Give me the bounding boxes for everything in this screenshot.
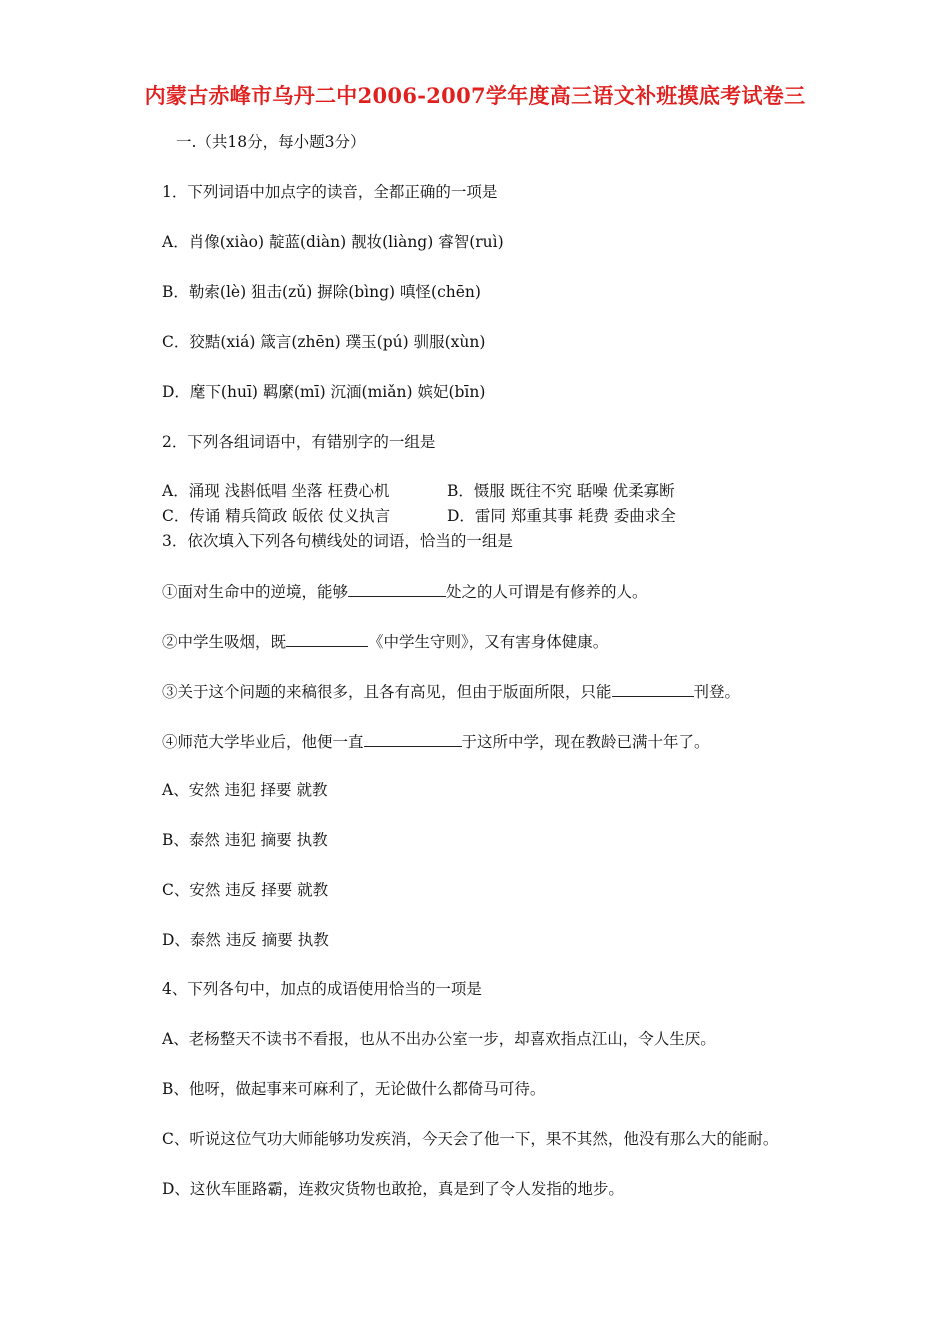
section-header: 一.（共18分，每小题3分） <box>176 133 366 151</box>
q3-s1-pre: ①面对生命中的逆境，能够 <box>162 583 349 601</box>
q2-stem: 2．下列各组词语中，有错别字的一组是 <box>162 433 436 451</box>
q3-s1-post: 处之的人可谓是有修养的人。 <box>446 583 648 601</box>
q3-sentence-2 <box>162 631 608 652</box>
q3-option-b: B、泰然 违犯 摘要 执教 <box>162 831 328 849</box>
q3-s4-pre: ④师范大学毕业后，他便一直 <box>162 733 364 751</box>
q1-option-d: D．麾下(huī) 羁縻(mī) 沉湎(miǎn) 嫔妃(bīn) <box>162 383 486 401</box>
q3-s4-post: 于这所中学，现在教龄已满十年了。 <box>461 733 710 751</box>
q2-option-d: D．雷同 郑重其事 耗费 委曲求全 <box>447 507 676 525</box>
q2-option-c: C．传诵 精兵简政 皈依 仗义执言 <box>162 507 391 525</box>
q3-option-a: A、安然 违犯 择要 就教 <box>162 781 328 799</box>
fill-blank <box>286 631 368 647</box>
q2-option-a: A．涌现 浅斟低唱 坐落 枉费心机 <box>162 482 390 500</box>
q3-s3-pre: ③关于这个问题的来稿很多，且各有高见，但由于版面所限，只能 <box>162 683 612 701</box>
q1-option-b: B．勒索(lè) 狙击(zǔ) 摒除(bìng) 嗔怪(chēn) <box>162 283 481 301</box>
q3-option-c: C、安然 违反 择要 就教 <box>162 881 329 899</box>
fill-blank <box>612 681 694 697</box>
q3-stem: 3．依次填入下列各句横线处的词语，恰当的一组是 <box>162 532 513 550</box>
q2-option-b: B．慑服 既往不究 聒噪 优柔寡断 <box>447 482 675 500</box>
q3-sentence-3 <box>162 681 740 702</box>
q1-option-c: C．狡黠(xiá) 箴言(zhēn) 璞玉(pú) 驯服(xùn) <box>162 333 486 351</box>
q4-option-a: A、老杨整天不读书不看报，也从不出办公室一步，却喜欢指点江山，令人生厌。 <box>162 1030 716 1048</box>
q4-option-c: C、听说这位气功大师能够功发疾消，今天会了他一下，果不其然，他没有那么大的能耐。 <box>162 1130 779 1148</box>
q3-sentence-1 <box>162 581 648 602</box>
fill-blank <box>348 581 446 597</box>
q3-s2-post: 《中学生守则》，又有害身体健康。 <box>368 633 609 651</box>
q1-stem: 1．下列词语中加点字的读音，全都正确的一项是 <box>162 183 498 201</box>
q3-sentence-4 <box>162 731 710 752</box>
q3-s2-pre: ②中学生吸烟，既 <box>162 633 287 651</box>
q4-option-b: B、他呀，做起事来可麻利了，无论做什么都倚马可待。 <box>162 1080 546 1098</box>
q4-stem: 4、下列各句中，加点的成语使用恰当的一项是 <box>162 980 482 998</box>
fill-blank <box>364 731 462 747</box>
q3-s3-post: 刊登。 <box>693 683 741 701</box>
q4-option-d: D、这伙车匪路霸，连救灾货物也敢抢，真是到了令人发指的地步。 <box>162 1180 624 1198</box>
page-title: 内蒙古赤峰市乌丹二中2006-2007学年度高三语文补班摸底考试卷三 <box>144 83 806 108</box>
q1-option-a: A．肖像(xiào) 靛蓝(diàn) 靓妆(liàng) 睿智(ruì) <box>162 233 504 251</box>
q3-option-d: D、泰然 违反 摘要 执教 <box>162 931 329 949</box>
